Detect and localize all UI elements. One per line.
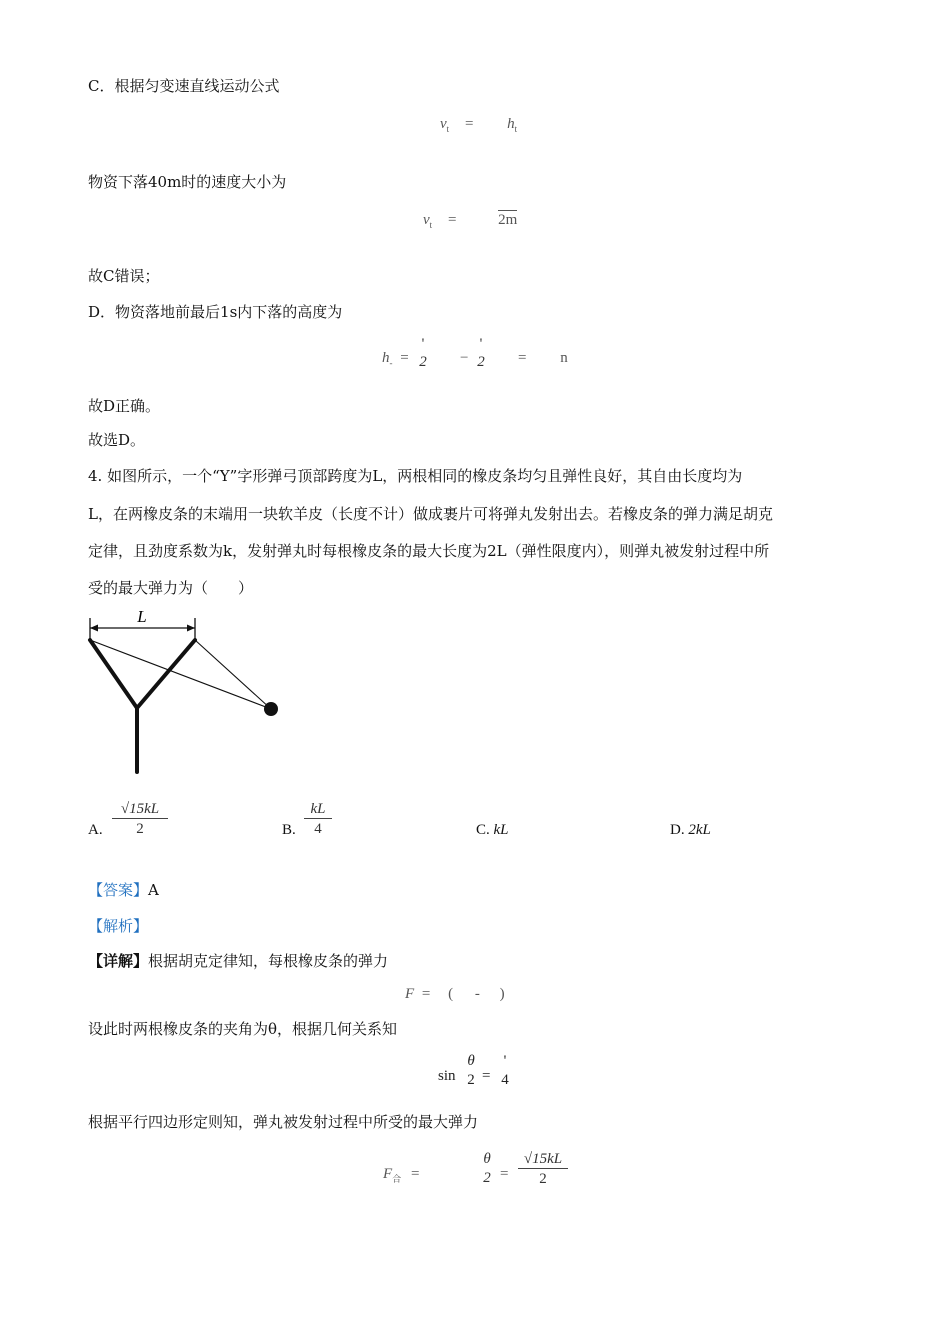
eq-last-second-height: $h_-$ = [382, 350, 409, 368]
option-d[interactable]: D. 2kL [670, 822, 711, 838]
pellet [264, 702, 278, 716]
q4-line-4: 受的最大弹力为（ ） [88, 579, 254, 597]
rubber-band-right [195, 640, 271, 709]
span-label: L [137, 607, 147, 626]
eq-sin-rhs: ' 4 [501, 1053, 509, 1088]
detail-tag: 【详解】 [88, 952, 149, 970]
eq-sin-label: sin [438, 1068, 456, 1084]
q4-line-3: 定律，且劲度系数为k，发射弹丸时每根橡皮条的最大长度为2L（弹性限度内），则弹丸被发射过程中所 [88, 542, 770, 560]
eq-d-minus: − [460, 350, 469, 366]
analysis-tag: 【解析】 [88, 917, 149, 935]
part-c-heading: C．根据匀变速直线运动公式 [88, 77, 280, 95]
eq-d-frac-2: ' 2 [477, 336, 485, 370]
q4-line-2: L，在两橡皮条的末端用一块软羊皮（长度不计）做成裹片可将弹丸发射出去。若橡皮条的弹力满足胡克 [88, 505, 773, 523]
span-arrow-left [90, 625, 98, 632]
detail-line-3: 根据平行四边形定则知，弹丸被发射过程中所受的最大弹力 [88, 1113, 479, 1131]
span-arrow-right [187, 625, 195, 632]
option-c[interactable]: C. kL [476, 822, 509, 838]
slingshot-figure [80, 600, 300, 785]
part-d-conclusion: 故D正确。 [88, 397, 161, 415]
part-d-heading: D．物资落地前最后1s内下落的高度为 [88, 303, 343, 321]
option-a-value[interactable]: $\frac{√15kL}{2}$ [112, 800, 168, 839]
part-c-conclusion: 故C错误； [88, 267, 160, 285]
eq-hooke-force: F = ( - ) [405, 986, 505, 1002]
rubber-band-left [90, 640, 271, 709]
option-b-label[interactable]: B. [282, 822, 296, 838]
answer-value: A [148, 881, 159, 899]
answer-tag: 【答案】 [88, 881, 149, 899]
eq-resultant-frac-2: $\frac{√15kL}{2}$ [518, 1150, 568, 1189]
detail-line-1: 【详解】根据胡克定律知，每根橡皮条的弹力 [88, 952, 389, 970]
eq-resultant-equals: = [500, 1166, 509, 1182]
eq-d-frac-1: ' 2 [419, 336, 427, 370]
option-a-label[interactable]: A. [88, 822, 103, 838]
frame-left-arm [90, 640, 137, 708]
detail-line-2: 设此时两根橡皮条的夹角为θ，根据几何关系知 [88, 1020, 398, 1038]
option-b-value[interactable]: $\frac{kL}{4}$ [304, 800, 332, 839]
final-choice: 故选D。 [88, 431, 146, 449]
eq-sin-frac: θ 2 [467, 1053, 475, 1088]
answer [88, 880, 159, 900]
frame-right-arm [137, 640, 195, 708]
eq-resultant-frac-1: θ 2 [483, 1151, 491, 1186]
eq-speed-value: $v_t = 2m$ [423, 212, 518, 230]
q4-line-1: 4. 如图所示，一个“Y”字形弹弓顶部跨度为L，两根相同的橡皮条均匀且弹性良好，其自由长度均为 [88, 467, 743, 485]
speed-text: 物资下落40m时的速度大小为 [88, 173, 287, 191]
eq-velocity-formula: $v_t = h_t$ [440, 116, 518, 134]
eq-d-result: = n [518, 350, 568, 366]
eq-resultant-force: $F_合$ = [383, 1166, 420, 1184]
eq-sin-equals: = [482, 1068, 491, 1084]
